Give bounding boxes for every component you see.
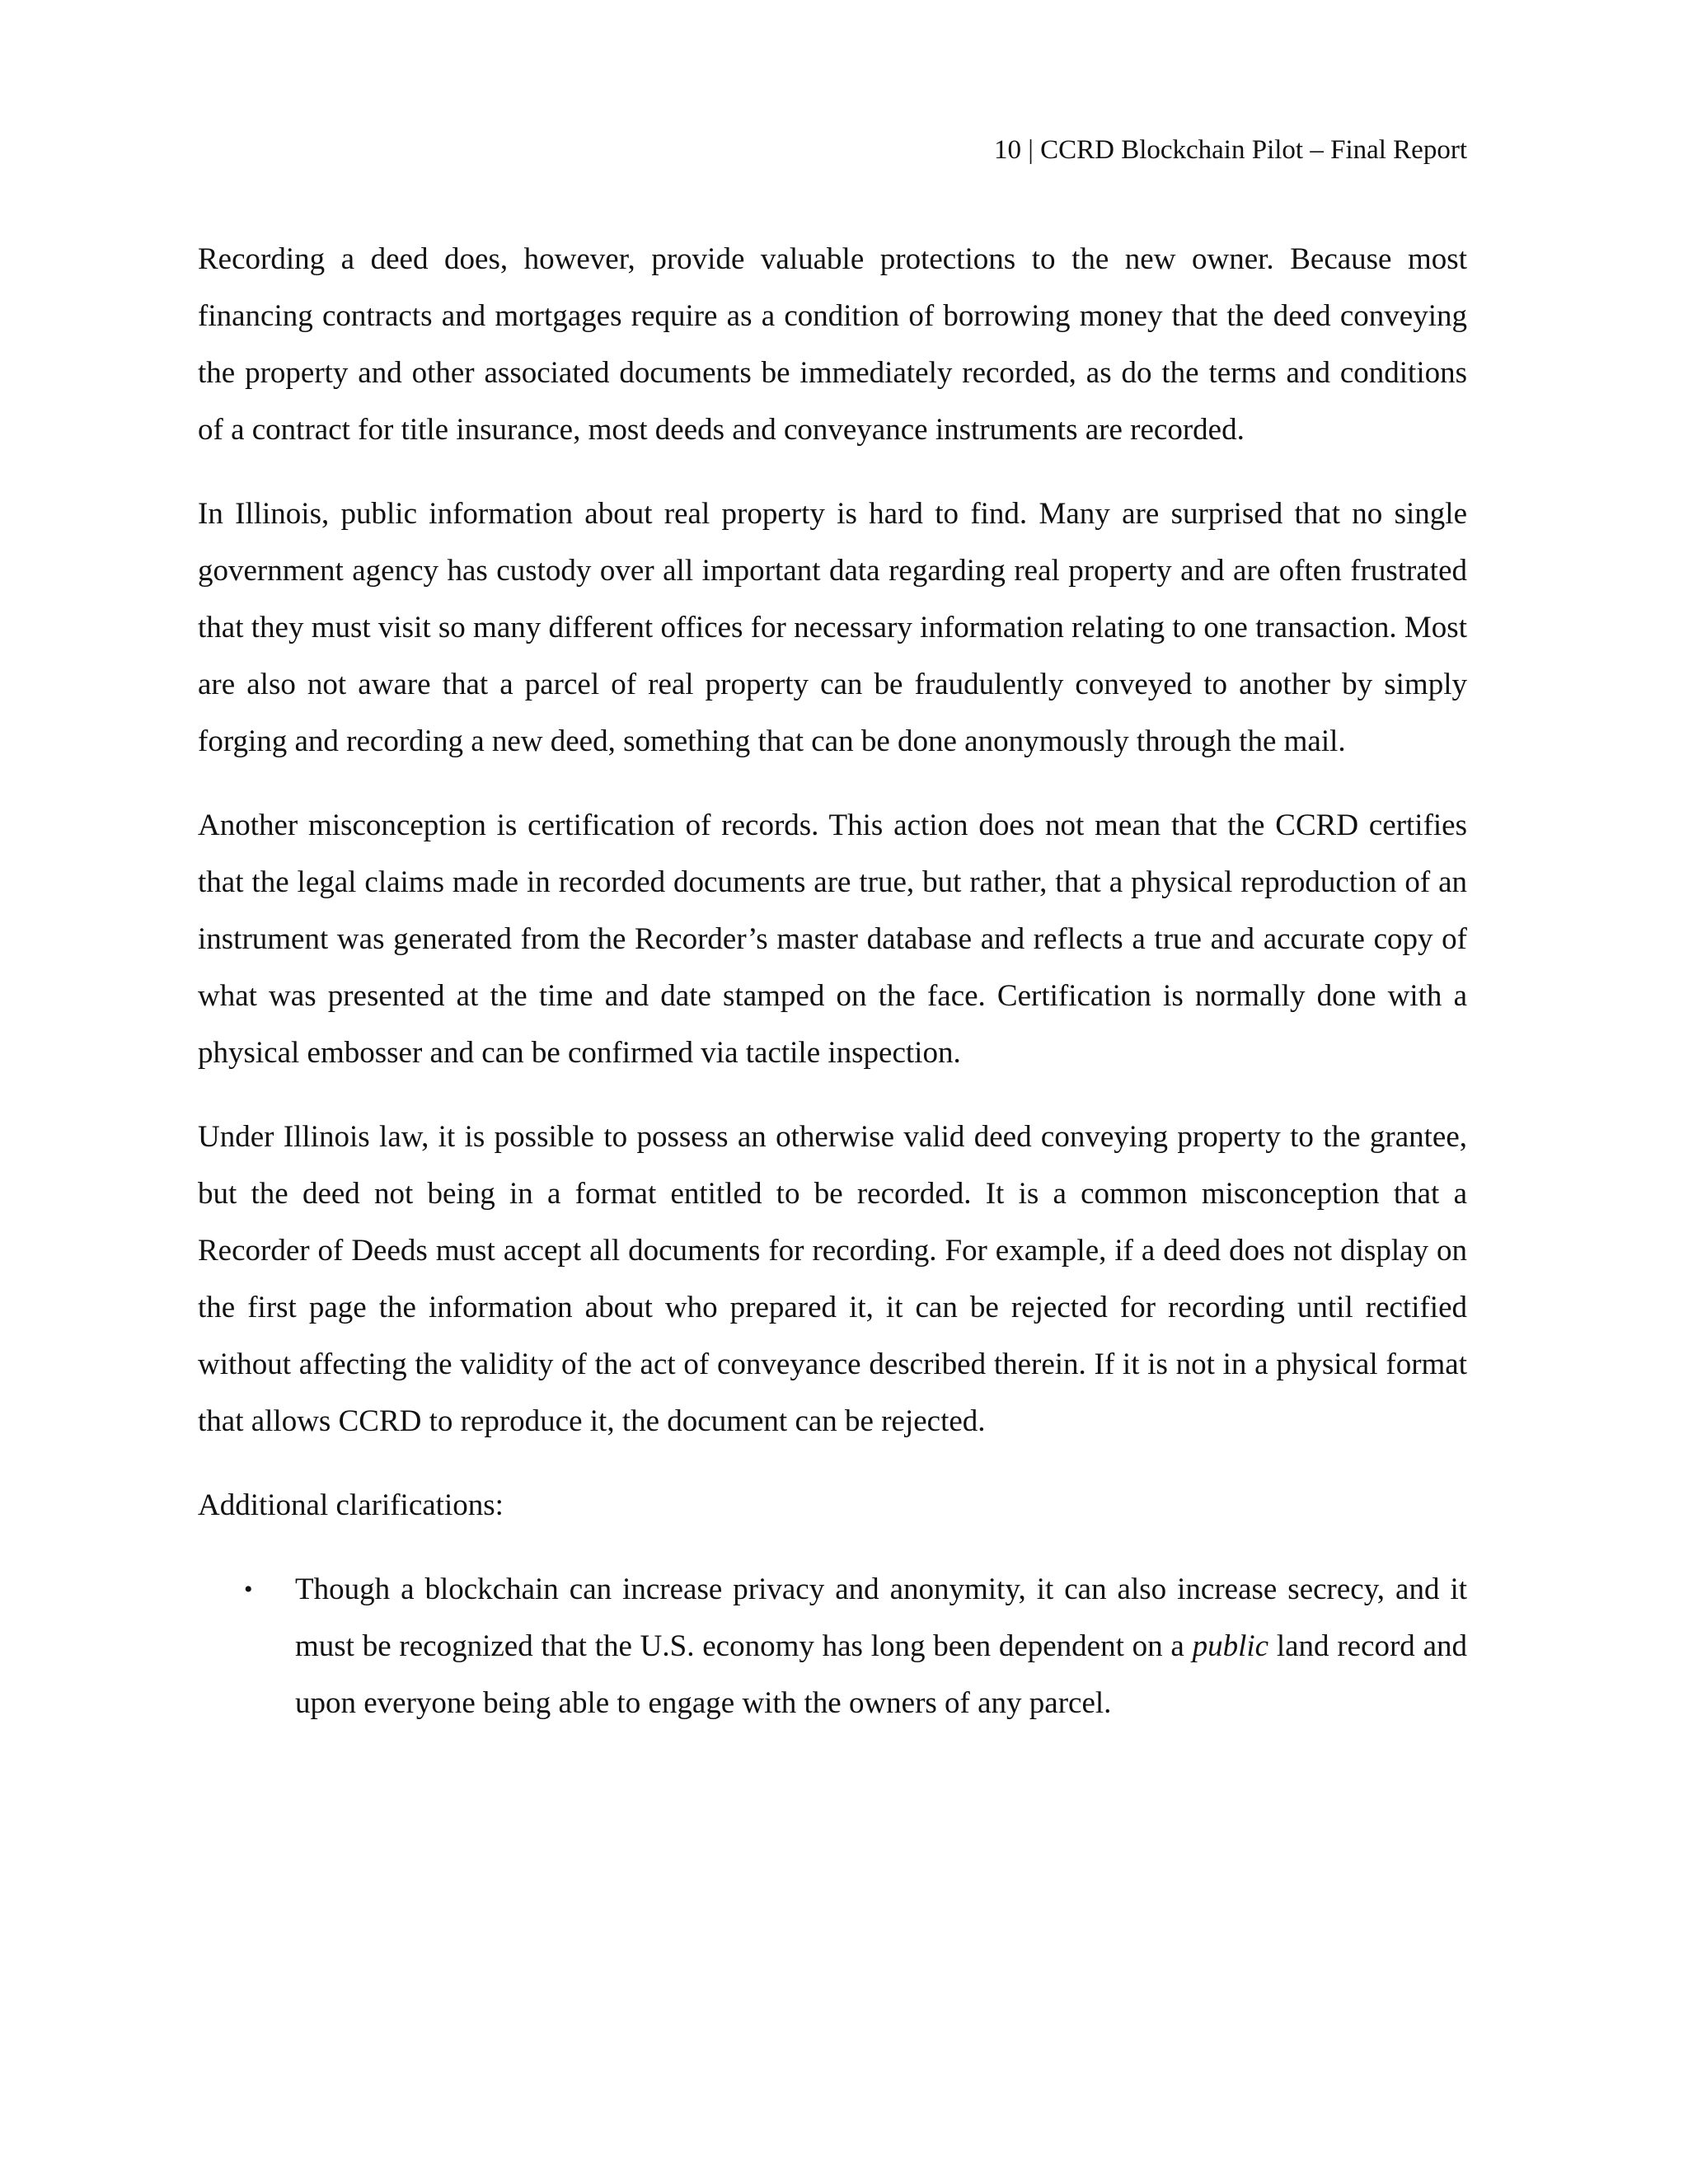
paragraph-certification-misconception: Another misconception is certification of records. This action does not mean that the CCRD certifies that the legal claims made in recorded documents are true, but rather, that a physical reproduction of an instrument was generated from the Recorder’s master database and reflects a true and accurate copy of what was presented at the time and date stamped on the face. Certification is normally done with a physical embosser and can be confirmed via tactile inspection. [198, 808, 1467, 1070]
bullet-emphasis: public [1192, 1629, 1269, 1663]
bullet-text-after: land record and upon everyone being able to engage with the owners of any parcel. [295, 1629, 1467, 1720]
paragraph-illinois-public-information: In Illinois, public information about real property is hard to find. Many are surprised that no single government agency has custody over all important data regarding real property and are often frustrated that they must visit so many different offices for necessary information relating to one transaction. Most are also not aware that a parcel of real property can be fraudulently conveyed to another by simply forging and recording a new deed, something that can be done anonymously through the mail. [198, 497, 1467, 758]
report-body [198, 231, 1467, 1732]
bullet-text-before: Though a blockchain can increase privacy and anonymity, it can also increase secrecy, and it must be recognized that the U.S. economy has long been dependent on a [295, 1572, 1467, 1663]
bullet-icon: • [244, 1576, 253, 1603]
paragraph-recording-protections: Recording a deed does, however, provide valuable protections to the new owner. Because most financing contracts and mortgages require as a condition of borrowing money that the deed conveying the property and other associated documents be immediately recorded, as do the terms and conditions of a contract for title insurance, most deeds and conveyance instruments are recorded. [198, 242, 1467, 447]
clarifications-heading: Additional clarifications: [198, 1488, 504, 1522]
list-item [198, 1561, 1467, 1732]
paragraph-illinois-law-format: Under Illinois law, it is possible to possess an otherwise valid deed conveying property to the grantee, but the deed not being in a format entitled to be recorded. It is a common misconception that a Recorder of Deeds must accept all documents for recording. For example, if a deed does not display on the first page the information about who prepared it, it can be rejected for recording until rectified without affecting the validity of the act of conveyance described therein. If it is not in a physical format that allows CCRD to reproduce it, the document can be rejected. [198, 1120, 1467, 1438]
running-header: 10 | CCRD Blockchain Pilot – Final Report [993, 135, 1467, 165]
clarifications-list [198, 1561, 1467, 1732]
